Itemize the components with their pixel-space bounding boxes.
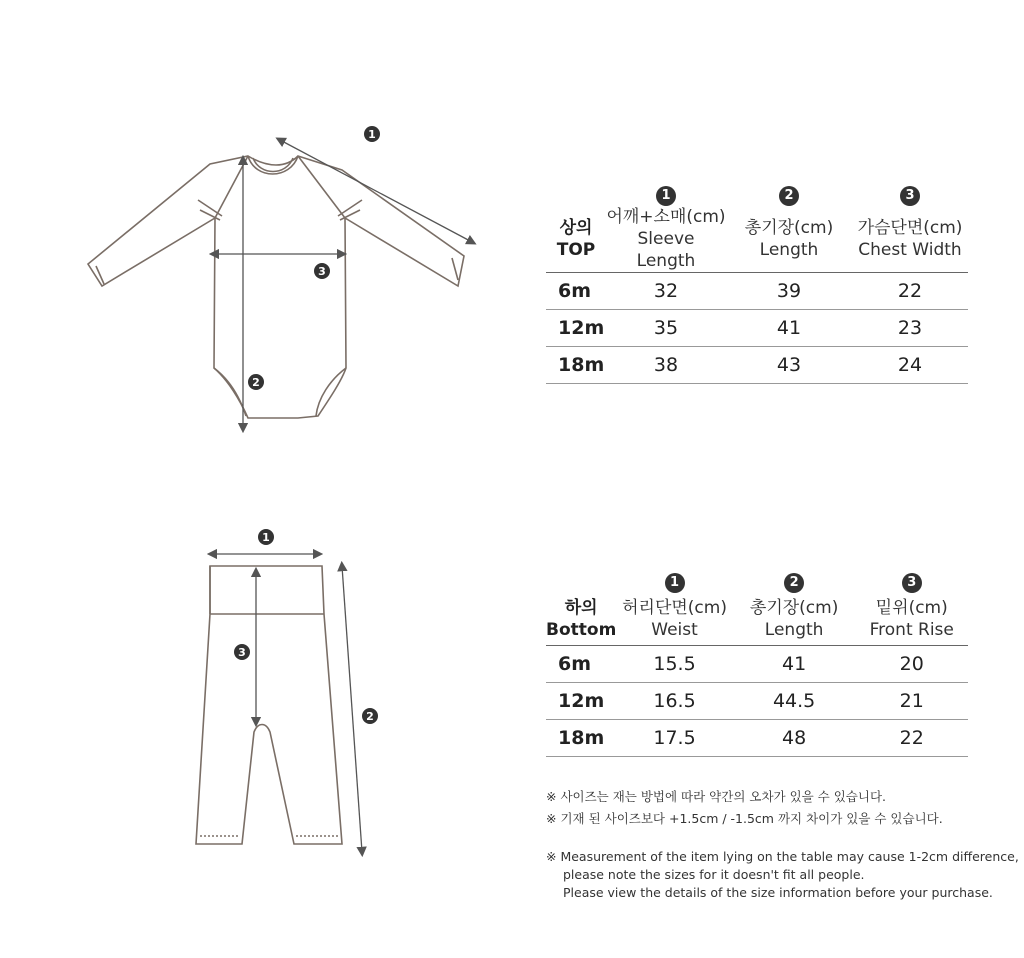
value-cell: 17.5 <box>616 720 732 757</box>
value-cell: 44.5 <box>733 683 856 720</box>
value-cell: 48 <box>733 720 856 757</box>
value-cell: 32 <box>606 273 726 310</box>
size-cell: 6m <box>546 273 606 310</box>
column-3-marker: 3 <box>900 186 920 206</box>
value-cell: 15.5 <box>616 646 732 683</box>
size-cell: 18m <box>546 347 606 384</box>
marker-2-label: 2 <box>366 710 374 723</box>
value-cell: 24 <box>852 347 968 384</box>
column-2-marker: 2 <box>779 186 799 206</box>
note-ko-1: ※ 사이즈는 재는 방법에 따라 약간의 오차가 있을 수 있습니다. <box>546 789 887 804</box>
marker-1-label: 1 <box>368 128 376 141</box>
value-cell: 22 <box>852 273 968 310</box>
marker-1-label: 1 <box>262 531 270 544</box>
marker-2-label: 2 <box>252 376 260 389</box>
table-row <box>546 683 968 720</box>
top-size-table <box>546 176 968 384</box>
column-header-front-rise: 밑위(cm) Front Rise <box>856 593 969 646</box>
column-3-marker: 3 <box>902 573 922 593</box>
value-cell: 35 <box>606 310 726 347</box>
value-cell: 38 <box>606 347 726 384</box>
column-1-marker: 1 <box>656 186 676 206</box>
size-cell: 12m <box>546 683 616 720</box>
value-cell: 41 <box>726 310 852 347</box>
column-header-sleeve: 어깨+소매(cm) Sleeve Length <box>606 207 726 271</box>
note-en-3: Please view the details of the size information before your purchase. <box>563 885 993 900</box>
value-cell: 39 <box>726 273 852 310</box>
note-ko-2: ※ 기재 된 사이즈보다 +1.5cm / -1.5cm 까지 차이가 있을 수 있습니다. <box>546 811 943 826</box>
column-header-waist: 허리단면(cm) Weist <box>616 593 732 646</box>
column-header-length: 총기장(cm) Length <box>726 206 852 273</box>
table-label: 상의 TOP <box>546 206 606 273</box>
marker-3-label: 3 <box>318 265 326 278</box>
bottom-size-table <box>546 563 968 757</box>
value-cell: 20 <box>856 646 969 683</box>
value-cell: 41 <box>733 646 856 683</box>
value-cell: 16.5 <box>616 683 732 720</box>
size-notes-en <box>546 848 1019 902</box>
table-row <box>546 347 968 384</box>
marker-3-label: 3 <box>238 646 246 659</box>
size-cell: 18m <box>546 720 616 757</box>
table-row <box>546 310 968 347</box>
table-row <box>546 646 968 683</box>
column-header-length: 총기장(cm) Length <box>733 593 856 646</box>
pants-illustration <box>190 526 390 866</box>
size-cell: 12m <box>546 310 606 347</box>
column-header-chest: 가슴단면(cm) Chest Width <box>852 206 968 273</box>
size-cell: 6m <box>546 646 616 683</box>
bodysuit-illustration <box>80 118 480 438</box>
column-1-marker: 1 <box>665 573 685 593</box>
value-cell: 23 <box>852 310 968 347</box>
note-en-2: please note the sizes for it doesn't fit all people. <box>563 867 865 882</box>
value-cell: 43 <box>726 347 852 384</box>
value-cell: 22 <box>856 720 969 757</box>
table-row <box>546 273 968 310</box>
value-cell: 21 <box>856 683 969 720</box>
note-en-1: ※ Measurement of the item lying on the table may cause 1-2cm difference, <box>546 849 1019 864</box>
table-label: 하의 Bottom <box>546 593 616 646</box>
column-2-marker: 2 <box>784 573 804 593</box>
table-row <box>546 720 968 757</box>
size-notes-ko <box>546 788 943 828</box>
